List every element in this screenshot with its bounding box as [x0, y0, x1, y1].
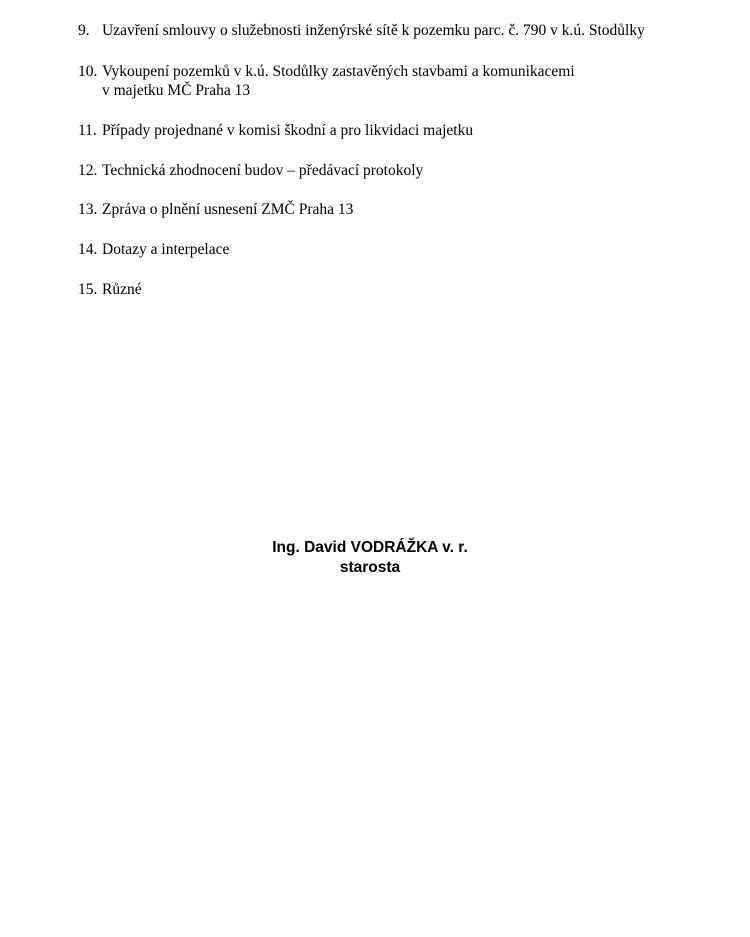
agenda-item-number: 11.	[78, 122, 97, 139]
agenda-item-number: 10.	[78, 63, 98, 80]
agenda-item-12	[78, 161, 738, 180]
agenda-item-15	[78, 280, 738, 299]
signatory-title: starosta	[339, 559, 401, 576]
agenda-item-line	[78, 161, 738, 180]
agenda-item-text: Různé	[102, 281, 142, 298]
agenda-item-line	[78, 21, 738, 40]
agenda-item-line	[78, 121, 738, 140]
agenda-item-14	[78, 240, 738, 259]
signature-block	[0, 538, 740, 578]
agenda-item-text: Uzavření smlouvy o služebnosti inženýrské sítě k pozemku parc. č. 790 v k.ú. Stodůlky	[102, 22, 645, 39]
agenda-item-number: 12.	[78, 162, 98, 179]
agenda-item-number: 15.	[78, 281, 98, 298]
agenda-item-line	[78, 280, 738, 299]
agenda-item-text: Dotazy a interpelace	[102, 241, 230, 258]
agenda-item-line	[78, 200, 738, 219]
agenda-item-10	[78, 62, 738, 100]
agenda-item-text-continuation: v majetku MČ Praha 13	[102, 82, 251, 99]
agenda-item-text: Technická zhodnocení budov – předávací protokoly	[102, 162, 424, 179]
agenda-item-number: 14.	[78, 241, 98, 258]
agenda-item-line	[78, 240, 738, 259]
signatory-name: Ing. David VODRÁŽKA v. r.	[272, 539, 468, 556]
agenda-item-11	[78, 121, 738, 140]
agenda-item-text: Vykoupení pozemků v k.ú. Stodůlky zastavěných stavbami a komunikacemi	[102, 63, 575, 80]
agenda-item-13	[78, 200, 738, 219]
agenda-item-number: 13.	[78, 201, 98, 218]
agenda-item-line	[78, 62, 738, 81]
agenda-item-number: 9.	[78, 22, 90, 39]
agenda-item-text: Případy projednané v komisi škodní a pro likvidaci majetku	[102, 122, 474, 139]
agenda-item-9	[78, 21, 738, 40]
agenda-item-text: Zpráva o plnění usnesení ZMČ Praha 13	[102, 201, 354, 218]
